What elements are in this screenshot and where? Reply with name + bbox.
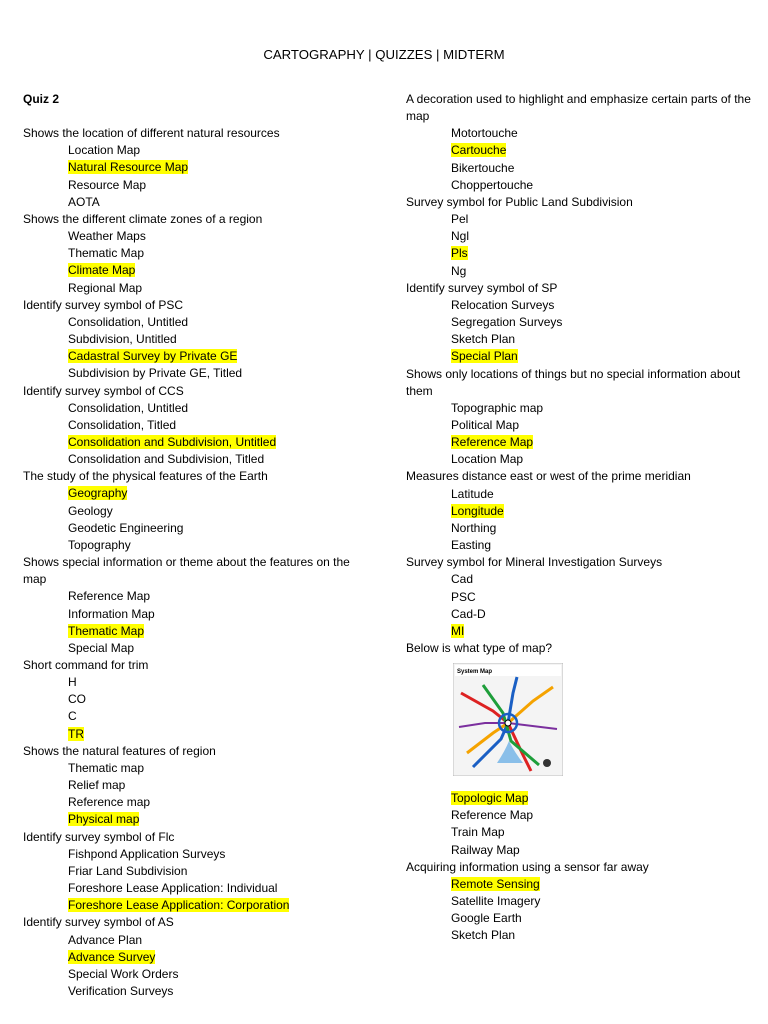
option-label: Foreshore Lease Application: Corporation <box>68 898 290 913</box>
question-text: Identify survey symbol of AS <box>23 915 174 930</box>
answer-option <box>406 211 768 228</box>
answer-option <box>406 417 768 434</box>
option-label: Topologic Map <box>451 791 529 806</box>
option-label: Railway Map <box>451 842 520 857</box>
answer-option <box>23 228 373 245</box>
option-label: Ngl <box>451 229 470 244</box>
option-label: Location Map <box>68 143 141 158</box>
answer-option <box>23 520 373 537</box>
option-label: CO <box>68 692 86 707</box>
answer-option-correct <box>406 245 768 262</box>
answer-option-correct <box>406 142 768 159</box>
answer-option <box>406 824 768 841</box>
answer-option-correct <box>23 897 373 914</box>
answer-option-correct <box>23 949 373 966</box>
option-label: Google Earth <box>451 911 522 926</box>
answer-option-correct <box>23 262 373 279</box>
option-label: H <box>68 675 77 690</box>
answer-option <box>23 417 373 434</box>
question-text: Acquiring information using a sensor far away <box>406 859 649 874</box>
answer-option <box>23 880 373 897</box>
answer-option-correct <box>406 503 768 520</box>
question-text: Identify survey symbol of Flc <box>23 829 175 844</box>
option-label: Pel <box>451 212 469 227</box>
answer-option <box>406 910 768 927</box>
option-label: Climate Map <box>68 263 136 278</box>
option-label: Satellite Imagery <box>451 894 541 909</box>
question-text: Below is what type of map? <box>406 641 553 655</box>
answer-option <box>406 400 768 417</box>
question-text: Identify survey symbol of CCS <box>23 383 184 398</box>
option-label: Physical map <box>68 812 140 827</box>
answer-option <box>406 228 768 245</box>
question-text: Shows special information or theme about the features on the map <box>23 555 350 587</box>
answer-option <box>23 194 373 211</box>
left-column <box>23 91 373 1000</box>
option-label: Easting <box>451 538 492 553</box>
question-text: Survey symbol for Mineral Investigation Surveys <box>406 555 663 570</box>
answer-option-correct <box>23 348 373 365</box>
option-label: Northing <box>451 520 497 535</box>
option-label: Special Map <box>68 640 135 655</box>
question-text: Short command for trim <box>23 658 149 672</box>
option-label: Consolidation, Titled <box>68 417 177 432</box>
answer-option-correct <box>406 434 768 451</box>
option-label: Information Map <box>68 606 155 621</box>
option-label: C <box>68 709 77 724</box>
option-label: Subdivision, Untitled <box>68 332 177 347</box>
answer-option <box>406 606 768 623</box>
option-label: Subdivision by Private GE, Titled <box>68 366 243 381</box>
answer-option <box>23 177 373 194</box>
answer-option <box>23 280 373 297</box>
answer-option <box>406 807 768 824</box>
answer-option <box>23 708 373 725</box>
answer-option <box>406 893 768 910</box>
option-label: Consolidation, Untitled <box>68 400 189 415</box>
answer-option <box>406 589 768 606</box>
option-label: Weather Maps <box>68 229 146 244</box>
question-text: Identify survey symbol of PSC <box>23 297 184 312</box>
option-label: Longitude <box>451 503 504 518</box>
option-label: Consolidation and Subdivision, Untitled <box>68 434 277 449</box>
option-label: Consolidation, Untitled <box>68 314 189 329</box>
option-label: Sketch Plan <box>451 928 516 943</box>
figure-title: System Map <box>457 669 493 676</box>
answer-option <box>406 842 768 859</box>
option-label: Train Map <box>451 825 505 840</box>
right-column <box>406 91 768 945</box>
quiz-heading: Quiz 2 <box>23 92 60 106</box>
answer-option <box>23 314 373 331</box>
option-label: Foreshore Lease Application: Individual <box>68 881 278 896</box>
option-label: Thematic map <box>68 760 145 775</box>
question-text: A decoration used to highlight and emphasize certain parts of the map <box>406 92 751 124</box>
option-label: Relocation Surveys <box>451 297 555 312</box>
option-label: Political Map <box>451 417 520 432</box>
question-text: Identify survey symbol of SP <box>406 280 558 295</box>
transit-system-map-figure <box>453 663 563 776</box>
option-label: Topography <box>68 537 131 552</box>
answer-option <box>406 177 768 194</box>
answer-option <box>23 503 373 520</box>
answer-option <box>23 863 373 880</box>
option-label: Relief map <box>68 778 126 793</box>
option-label: Cad <box>451 572 474 587</box>
option-label: Ng <box>451 263 467 278</box>
option-label: Reference Map <box>451 435 534 450</box>
option-label: Latitude <box>451 486 494 501</box>
option-label: Cad-D <box>451 606 486 621</box>
right-question-list <box>406 91 768 945</box>
option-label: Location Map <box>451 452 524 467</box>
document-title: CARTOGRAPHY | QUIZZES | MIDTERM <box>263 47 505 62</box>
answer-option <box>406 331 768 348</box>
question-text: Shows the natural features of region <box>23 743 216 758</box>
answer-option <box>23 691 373 708</box>
option-label: PSC <box>451 589 476 604</box>
option-label: Verification Surveys <box>68 983 174 998</box>
option-label: Regional Map <box>68 280 143 295</box>
option-label: Geology <box>68 503 113 518</box>
option-label: Choppertouche <box>451 177 534 192</box>
answer-option <box>23 932 373 949</box>
option-label: Geography <box>68 486 128 501</box>
answer-option <box>23 777 373 794</box>
option-label: Fishpond Application Surveys <box>68 846 226 861</box>
answer-option <box>23 245 373 262</box>
answer-option-correct <box>406 790 768 807</box>
answer-option <box>406 314 768 331</box>
option-label: Cadastral Survey by Private GE <box>68 349 238 364</box>
answer-option <box>23 400 373 417</box>
option-label: Remote Sensing <box>451 876 540 891</box>
option-label: Natural Resource Map <box>68 160 189 175</box>
option-label: Advance Plan <box>68 932 143 947</box>
answer-option <box>23 983 373 1000</box>
answer-option <box>406 160 768 177</box>
answer-option-correct <box>406 876 768 893</box>
question-text: The study of the physical features of the Earth <box>23 469 268 484</box>
answer-option <box>23 794 373 811</box>
option-label: TR <box>68 726 84 741</box>
option-label: Pls <box>451 246 468 261</box>
question-text: Shows the different climate zones of a region <box>23 211 263 226</box>
option-label: Bikertouche <box>451 160 515 175</box>
option-label: Resource Map <box>68 177 147 192</box>
answer-option-correct <box>23 726 373 743</box>
answer-option-correct <box>23 434 373 451</box>
answer-option <box>406 125 768 142</box>
answer-option <box>23 537 373 554</box>
option-label: Friar Land Subdivision <box>68 863 188 878</box>
option-label: Special Plan <box>451 349 518 364</box>
option-label: Topographic map <box>451 400 544 415</box>
option-label: Sketch Plan <box>451 332 516 347</box>
answer-option <box>406 571 768 588</box>
answer-option <box>23 966 373 983</box>
answer-option <box>23 606 373 623</box>
option-label: Geodetic Engineering <box>68 520 184 535</box>
answer-option <box>406 537 768 554</box>
answer-option-correct <box>23 485 373 502</box>
option-label: Cartouche <box>451 143 507 158</box>
answer-option-correct <box>406 348 768 365</box>
answer-option <box>406 263 768 280</box>
answer-option <box>23 760 373 777</box>
answer-option <box>23 588 373 605</box>
left-question-list <box>23 125 373 1000</box>
answer-option <box>23 331 373 348</box>
question-text: Shows only locations of things but no special information about them <box>406 366 741 398</box>
option-label: Reference Map <box>68 589 151 604</box>
answer-option <box>23 451 373 468</box>
answer-option <box>23 640 373 657</box>
option-label: AOTA <box>68 194 100 209</box>
answer-option <box>406 927 768 944</box>
option-label: Reference map <box>68 795 151 810</box>
option-label: Consolidation and Subdivision, Titled <box>68 452 265 467</box>
option-label: Special Work Orders <box>68 966 179 981</box>
answer-option <box>406 451 768 468</box>
answer-option-correct <box>23 623 373 640</box>
answer-option <box>406 520 768 537</box>
answer-option-correct <box>23 811 373 828</box>
answer-option <box>23 674 373 691</box>
option-label: Motortouche <box>451 126 518 141</box>
answer-option <box>406 297 768 314</box>
option-label: Reference Map <box>451 808 534 823</box>
option-label: Thematic Map <box>68 623 145 638</box>
question-text: Shows the location of different natural resources <box>23 126 280 141</box>
answer-option <box>23 142 373 159</box>
question-text: Measures distance east or west of the prime meridian <box>406 469 691 484</box>
answer-option-correct <box>23 159 373 176</box>
answer-option <box>23 846 373 863</box>
option-label: Segregation Surveys <box>451 315 563 330</box>
answer-option <box>406 486 768 503</box>
option-label: MI <box>451 623 465 638</box>
question-text: Survey symbol for Public Land Subdivision <box>406 194 633 209</box>
option-label: Thematic Map <box>68 246 145 261</box>
answer-option-correct <box>406 623 768 640</box>
option-label: Advance Survey <box>68 949 156 964</box>
answer-option <box>23 365 373 382</box>
